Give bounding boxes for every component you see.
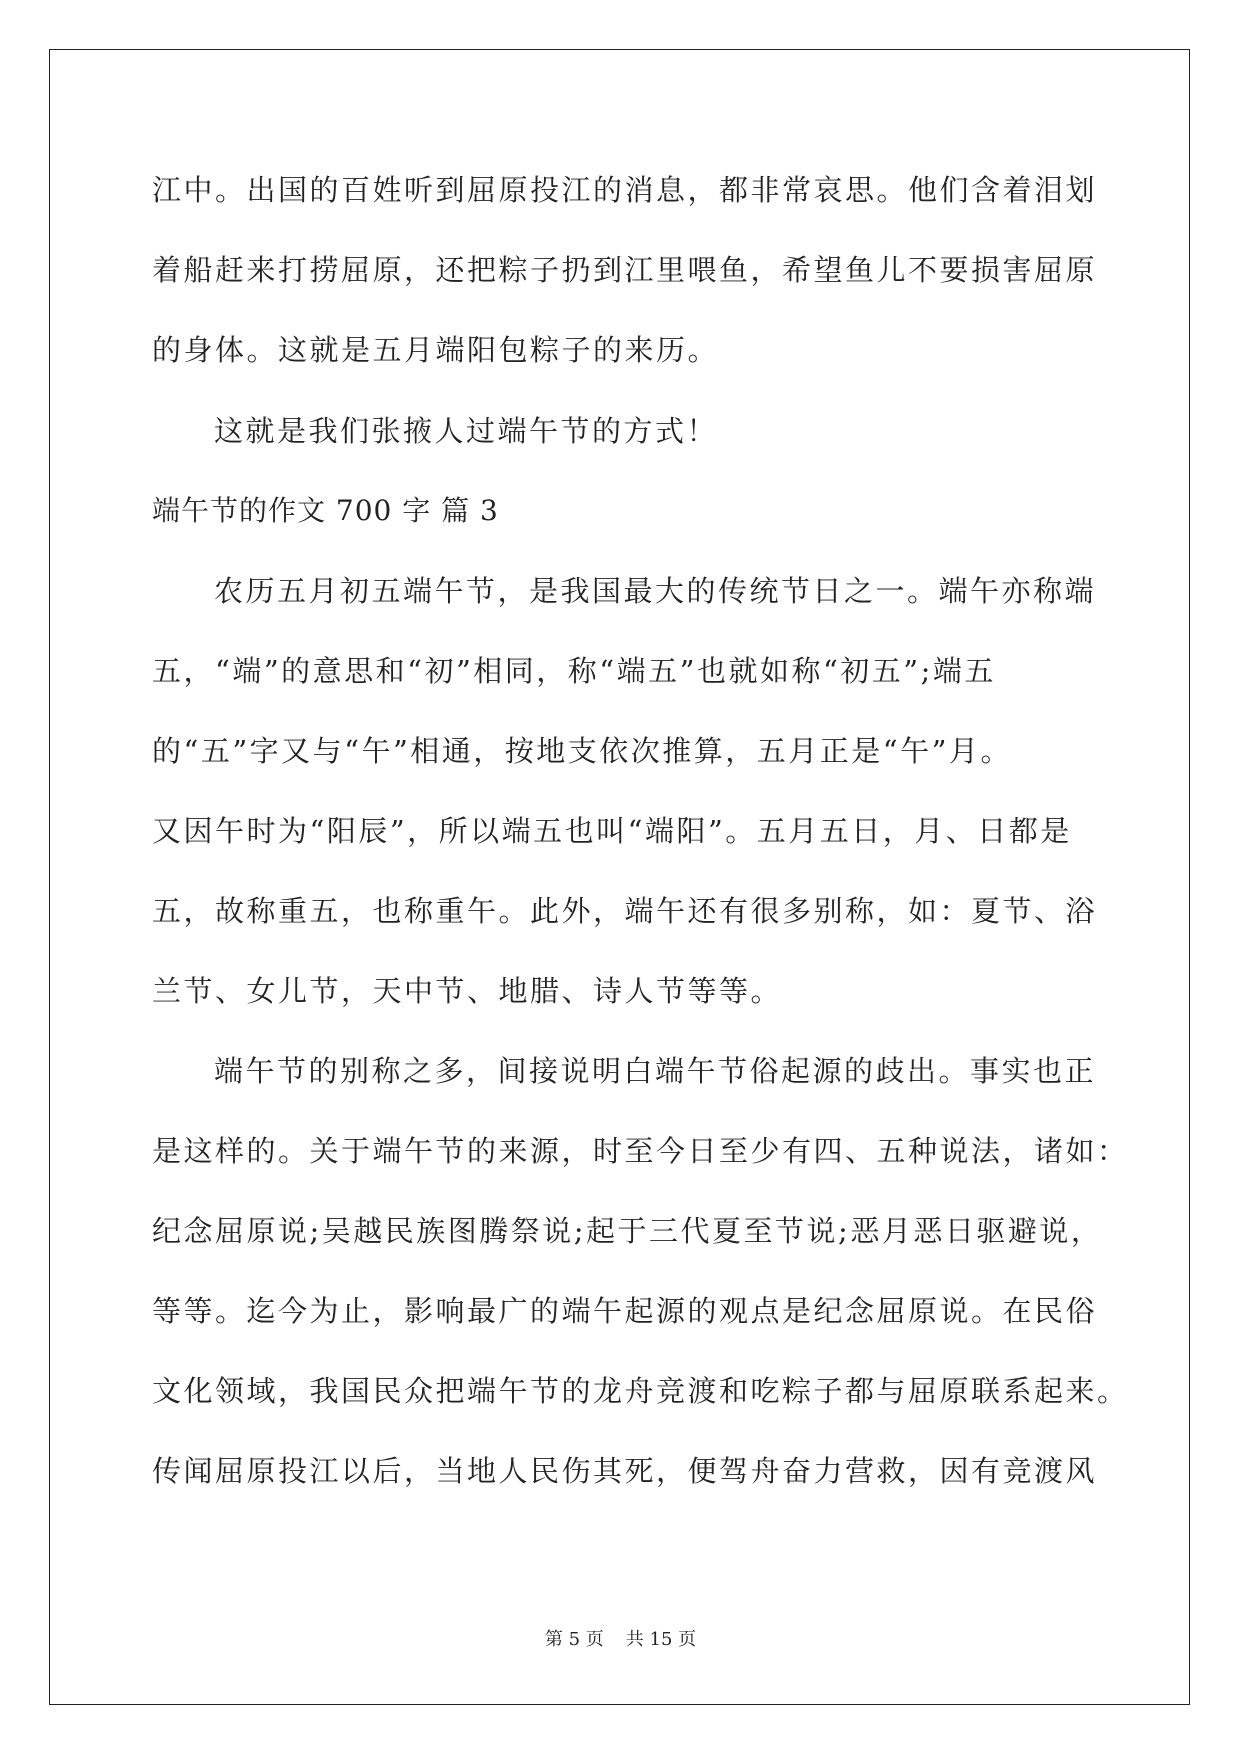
body-text-line: 是这样的。关于端午节的来源，时至今日至少有四、五种说法，诸如： [152, 1134, 1129, 1168]
body-text-line: 五，“端”的意思和“初”相同，称“端五”也就如称“初五”;端五 [152, 654, 996, 688]
body-text-line: 兰节、女儿节，天中节、地腊、诗人节等等。 [152, 974, 783, 1008]
body-text-line: 着船赶来打捞屈原，还把粽子扔到江里喂鱼，希望鱼儿不要损害屈原 [152, 253, 1098, 287]
page-footer [0, 1628, 1241, 1652]
body-text-line: 江中。出国的百姓听到屈原投江的消息，都非常哀思。他们含着泪划 [152, 173, 1098, 207]
body-text-line: 五，故称重五，也称重午。此外，端午还有很多别称，如：夏节、浴 [152, 894, 1098, 928]
body-text-line: 端午节的别称之多，间接说明白端午节俗起源的歧出。事实也正 [214, 1054, 1097, 1088]
body-text-line: 纪念屈原说;吴越民族图腾祭说;起于三代夏至节说;恶月恶日驱避说， [152, 1214, 1103, 1248]
body-text-line: 文化领域，我国民众把端午节的龙舟竞渡和吃粽子都与屈原联系起来。 [152, 1374, 1129, 1408]
body-text-line: 又因午时为“阳辰”，所以端五也叫“端阳”。五月五日，月、日都是 [152, 814, 1072, 848]
body-text-line: 农历五月初五端午节，是我国最大的传统节日之一。端午亦称端 [214, 574, 1097, 608]
page-total: 共 15 页 [625, 1629, 697, 1650]
section-heading: 端午节的作文 700 字 篇 3 [152, 494, 499, 527]
body-text-line: 等等。迄今为止，影响最广的端午起源的观点是纪念屈原说。在民俗 [152, 1294, 1098, 1328]
body-text-line: 这就是我们张掖人过端午节的方式！ [214, 414, 719, 448]
page-number: 第 5 页 [544, 1629, 604, 1650]
body-text-line: 的“五”字又与“午”相通，按地支依次推算，五月正是“午”月。 [152, 734, 1012, 768]
body-text-line: 的身体。这就是五月端阳包粽子的来历。 [152, 333, 720, 367]
body-text-line: 传闻屈原投江以后，当地人民伤其死，便驾舟奋力营救，因有竞渡风 [152, 1454, 1098, 1488]
